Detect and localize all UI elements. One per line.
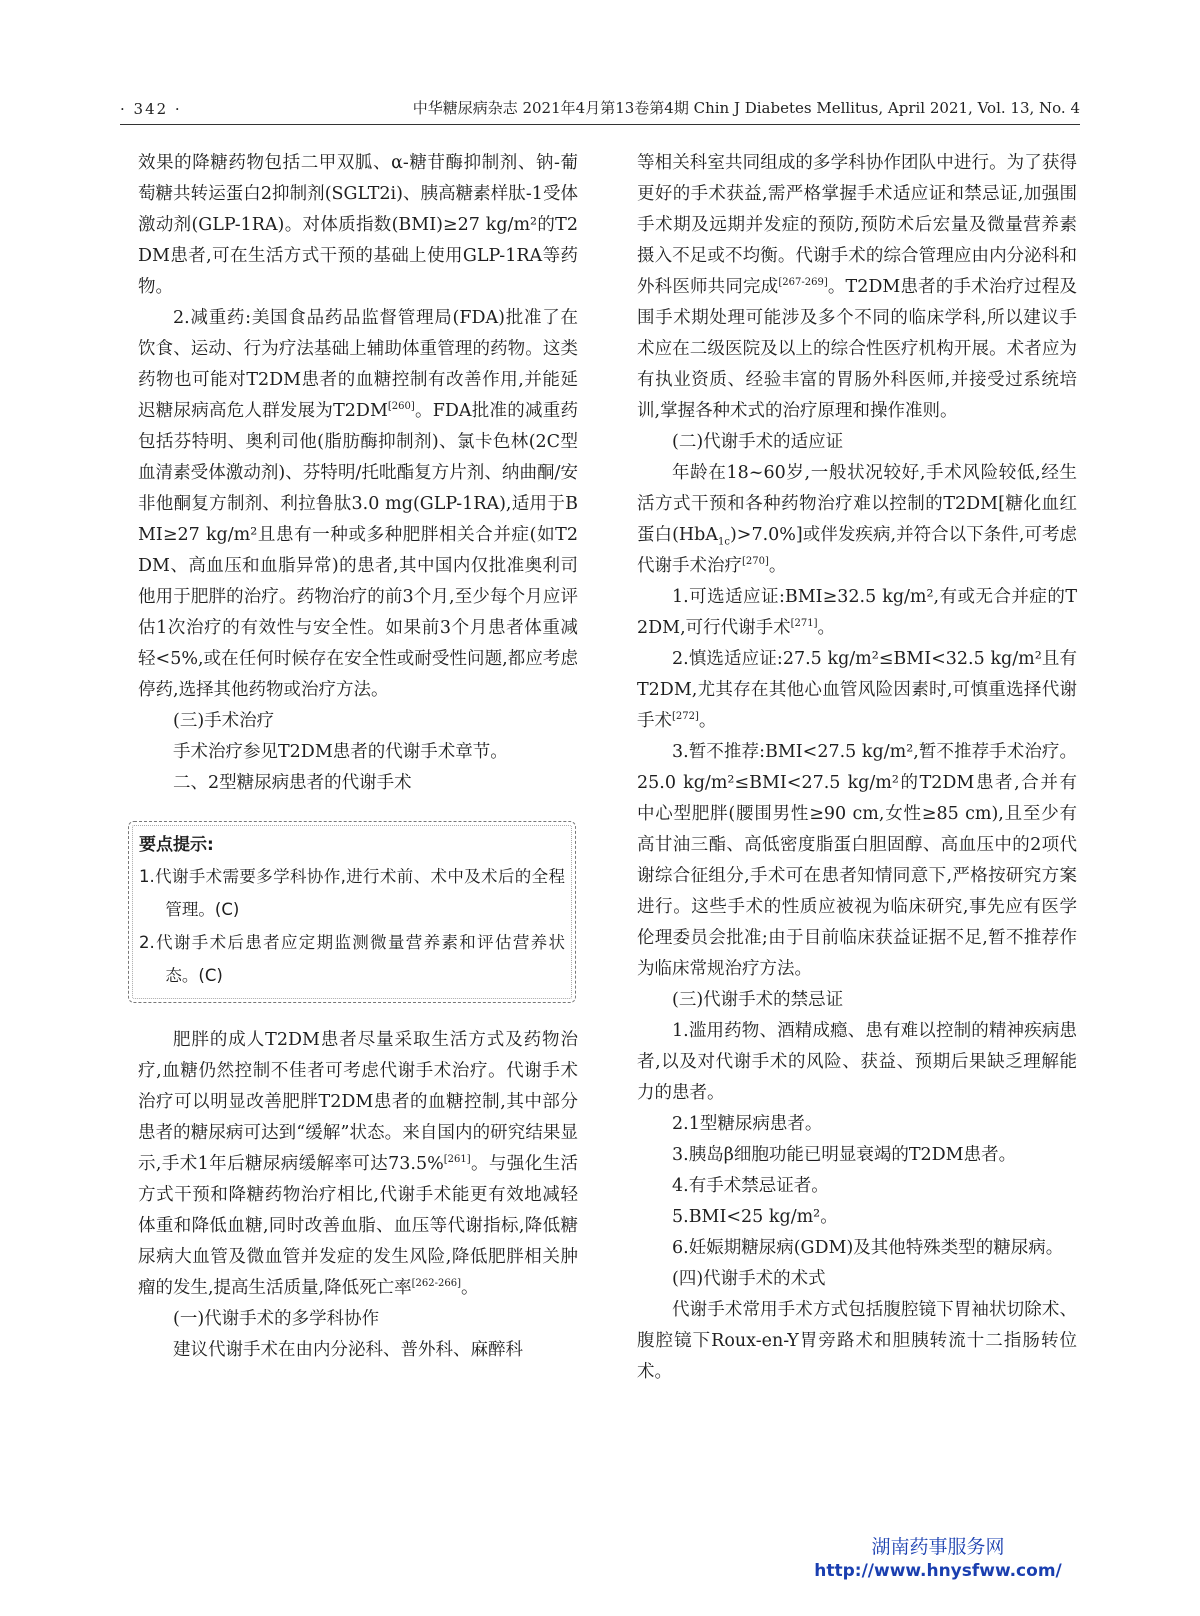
key-point-item: 1.代谢手术需要多学科协作,进行术前、术中及术后的全程管理。(C) <box>139 867 565 919</box>
journal-citation: 中华糖尿病杂志 2021年4月第13卷第4期 Chin J Diabetes Mellitus, April 2021, Vol. 13, No. 4 <box>412 99 1080 117</box>
key-point-item: 2.代谢手术后患者应定期监测微量营养素和评估营养状态。(C) <box>139 933 565 985</box>
indication-item: 2.慎选适应证:27.5 kg/m²≤BMI<32.5 kg/m²且有T2DM,尤其存在其他心血管风险因素时,可慎重选择代谢手术[272]。 <box>637 649 1077 731</box>
paragraph-metabolic-surgery: 肥胖的成人T2DM患者尽量采取生活方式及药物治疗,血糖仍然控制不佳者可考虑代谢手术治疗。代谢手术治疗可以明显改善肥胖T2DM患者的血糖控制,其中部分患者的糖尿病可达到“缓解”状态。来自国内的研究结果显示,手术1年后糖尿病缓解率可达73.5%[261]。与强化生活方式干预和降糖药物治疗相比,代谢手术能更有效地减轻体重和降低血糖,同时改善血脂、血压等代谢指标,降低糖尿病大血管及微血管并发症的发生风险,降低肥胖相关肿瘤的发生,提高生活质量,降低死亡率[262-266]。 <box>138 1030 578 1298</box>
watermark-name: 湖南药事服务网 <box>871 1536 1005 1558</box>
paragraph-indications: 年龄在18~60岁,一般状况较好,手术风险较低,经生活方式干预和各种药物治疗难以控制的T2DM[糖化血红蛋白(HbA$_{1c}$)>7.0%]或伴发疾病,并符合以下条件,可考虑代谢手术治疗[270]。 <box>637 463 1078 576</box>
contraindication-item: 6.妊娠期糖尿病(GDM)及其他特殊类型的糖尿病。 <box>672 1238 1064 1258</box>
citation: [262-266] <box>411 1278 461 1290</box>
section-heading: (三)手术治疗 <box>173 711 275 731</box>
citation: [261] <box>443 1154 471 1166</box>
paragraph-weight-loss-drugs: 2.减重药:美国食品药品监督管理局(FDA)批准了在饮食、运动、行为疗法基础上辅助体重管理的药物。这类药物也可能对T2DM患者的血糖控制有改善作用,并能延迟糖尿病高危人群发展为T2DM[260]。FDA批准的减重药包括芬特明、奥利司他(脂肪酶抑制剂)、氯卡色林(2C型血清素受体激动剂)、芬特明/托吡酯复方片剂、纳曲酮/安非他酮复方制剂、利拉鲁肽3.0 mg(GLP-1RA),适用于BMI≥27 kg/m²且患有一种或多种肥胖相关合并症(如T2DM、高血压和血脂异常)的患者,其中国内仅批准奥利司他用于肥胖的治疗。药物治疗的前3个月,至少每个月应评估1次治疗的有效性与安全性。如果前3个月患者体重减轻<5%,或在任何时候存在安全性或耐受性问题,都应考虑停药,选择其他药物或治疗方法。 <box>138 308 578 700</box>
contraindication-item: 3.胰岛β细胞功能已明显衰竭的T2DM患者。 <box>672 1145 1017 1165</box>
contraindication-item: 2.1型糖尿病患者。 <box>672 1114 823 1134</box>
watermark <box>808 1534 1068 1582</box>
key-points-title: 要点提示: <box>139 835 214 855</box>
key-points-box <box>128 821 576 1003</box>
contraindication-item: 1.滥用药物、酒精成瘾、患有难以控制的精神疾病患者,以及对代谢手术的风险、获益、预期后果缺乏理解能力的患者。 <box>637 1021 1077 1103</box>
paragraph: 手术治疗参见T2DM患者的代谢手术章节。 <box>173 742 508 762</box>
left-column <box>138 148 578 1366</box>
paragraph: 效果的降糖药物包括二甲双胍、α-糖苷酶抑制剂、钠-葡萄糖共转运蛋白2抑制剂(SGLT2i)、胰高糖素样肽-1受体激动剂(GLP-1RA)。对体质指数(BMI)≥27 kg/m²的T2DM患者,可在生活方式干预的基础上使用GLP-1RA等药物。 <box>138 153 578 297</box>
indication-item: 1.可选适应证:BMI≥32.5 kg/m²,有或无合并症的T2DM,可行代谢手术[271]。 <box>637 587 1077 638</box>
contraindication-item: 5.BMI<25 kg/m²。 <box>672 1207 838 1227</box>
section-heading: (一)代谢手术的多学科协作 <box>173 1309 380 1329</box>
running-header <box>120 92 1080 125</box>
contraindication-item: 4.有手术禁忌证者。 <box>672 1176 829 1196</box>
indication-item: 3.暂不推荐:BMI<27.5 kg/m²,暂不推荐手术治疗。25.0 kg/m²≤BMI<27.5 kg/m²的T2DM患者,合并有中心型肥胖(腰围男性≥90 cm,女性≥85 cm),且至少有高甘油三酯、高低密度脂蛋白胆固醇、高血压中的2项代谢综合征组分,手术可在患者知情同意下,严格按研究方案进行。这些手术的性质应被视为临床研究,事先应有医学伦理委员会批准;由于目前临床获益证据不足,暂不推荐作为临床常规治疗方法。 <box>637 742 1077 979</box>
paragraph: 建议代谢手术在由内分泌科、普外科、麻醉科 <box>173 1340 523 1360</box>
paragraph: 等相关科室共同组成的多学科协作团队中进行。为了获得更好的手术获益,需严格掌握手术适应证和禁忌证,加强围手术期及远期并发症的预防,预防术后宏量及微量营养素摄入不足或不均衡。代谢手术的综合管理应由内分泌科和外科医师共同完成[267-269]。T2DM患者的手术治疗过程及围手术期处理可能涉及多个不同的临床学科,所以建议手术应在二级医院及以上的综合性医疗机构开展。术者应为有执业资质、经验丰富的胃肠外科医师,并接受过系统培训,掌握各种术式的治疗原理和操作准则。 <box>637 153 1077 421</box>
section-heading: (二)代谢手术的适应证 <box>672 432 844 452</box>
section-heading: (四)代谢手术的术式 <box>672 1269 826 1289</box>
citation: [272] <box>672 711 699 723</box>
paragraph: 代谢手术常用手术方式包括腹腔镜下胃袖状切除术、腹腔镜下Roux-en-Y胃旁路术和胆胰转流十二指肠转位术。 <box>637 1300 1077 1382</box>
citation: [271] <box>790 618 818 630</box>
citation: [260] <box>387 401 415 413</box>
citation: [270] <box>742 556 769 568</box>
page-number: · 342 · <box>120 100 182 118</box>
section-heading: 二、2型糖尿病患者的代谢手术 <box>173 773 412 793</box>
section-heading: (三)代谢手术的禁忌证 <box>672 990 844 1010</box>
citation: [267-269] <box>778 277 828 289</box>
watermark-url[interactable]: http://www.hnysfww.com/ <box>814 1561 1062 1581</box>
right-column <box>637 148 1077 1388</box>
